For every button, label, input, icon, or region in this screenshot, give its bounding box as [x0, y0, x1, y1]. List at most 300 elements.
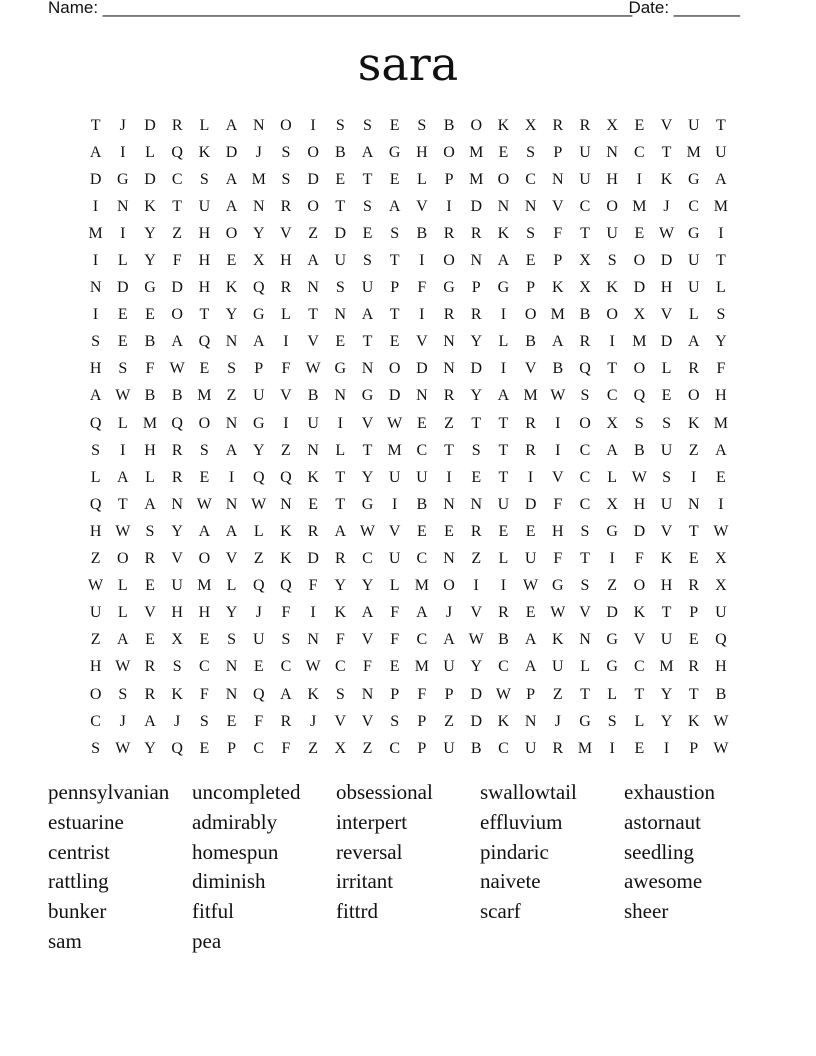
grid-cell[interactable]: W [251, 495, 267, 513]
grid-cell[interactable]: Z [688, 441, 699, 459]
grid-cell[interactable]: O [443, 252, 455, 270]
grid-cell[interactable]: C [90, 712, 101, 730]
grid-cell[interactable]: Z [362, 739, 373, 757]
grid-cell[interactable]: J [445, 604, 453, 622]
grid-cell[interactable]: M [251, 170, 266, 188]
grid-cell[interactable]: G [117, 170, 129, 188]
grid-cell[interactable]: L [716, 279, 726, 297]
grid-cell[interactable]: I [391, 495, 398, 513]
grid-cell[interactable]: E [416, 414, 427, 432]
grid-cell[interactable]: X [606, 495, 618, 513]
grid-cell[interactable]: O [470, 116, 482, 134]
grid-cell[interactable]: T [117, 495, 128, 513]
grid-cell[interactable]: N [579, 631, 591, 649]
date-field[interactable]: Date: _______ [628, 0, 740, 17]
grid-cell[interactable]: K [687, 414, 700, 432]
grid-cell[interactable]: C [634, 143, 645, 161]
grid-cell[interactable]: H [144, 441, 156, 459]
grid-cell[interactable]: Z [90, 550, 101, 568]
grid-cell[interactable]: U [334, 252, 347, 270]
grid-cell[interactable]: E [688, 550, 699, 568]
grid-cell[interactable]: U [715, 604, 727, 622]
grid-cell[interactable]: P [390, 279, 400, 297]
grid-cell[interactable]: M [414, 577, 429, 595]
grid-cell[interactable]: I [555, 414, 561, 432]
grid-cell[interactable]: O [198, 550, 211, 568]
grid-cell[interactable]: L [117, 414, 128, 432]
grid-cell[interactable]: E [117, 333, 128, 351]
grid-cell[interactable]: T [716, 116, 726, 134]
grid-cell[interactable]: G [361, 495, 374, 513]
grid-cell[interactable]: L [498, 550, 509, 568]
grid-cell[interactable]: A [715, 170, 727, 188]
grid-cell[interactable]: T [661, 143, 672, 161]
grid-cell[interactable]: S [390, 224, 400, 242]
grid-cell[interactable]: Q [579, 360, 591, 378]
grid-cell[interactable]: I [337, 414, 343, 432]
grid-cell[interactable]: W [387, 414, 403, 432]
grid-cell[interactable]: G [252, 306, 265, 324]
grid-cell[interactable]: S [662, 468, 671, 486]
grid-cell[interactable]: S [118, 685, 128, 703]
grid-cell[interactable]: J [663, 197, 670, 215]
grid-cell[interactable]: L [498, 333, 509, 351]
grid-cell[interactable]: S [607, 252, 617, 270]
grid-cell[interactable]: W [468, 631, 484, 649]
grid-cell[interactable]: K [171, 685, 183, 703]
grid-cell[interactable]: C [634, 658, 645, 676]
grid-cell[interactable]: V [144, 604, 156, 622]
grid-cell[interactable]: L [117, 252, 128, 270]
grid-cell[interactable]: I [419, 306, 425, 324]
grid-cell[interactable]: H [660, 577, 673, 595]
grid-cell[interactable]: N [443, 550, 455, 568]
grid-cell[interactable]: K [280, 522, 292, 540]
grid-cell[interactable]: I [310, 116, 316, 134]
grid-cell[interactable]: U [524, 550, 537, 568]
grid-cell[interactable]: E [471, 468, 482, 486]
grid-cell[interactable]: T [335, 495, 346, 513]
grid-cell[interactable]: T [90, 116, 101, 134]
grid-cell[interactable]: G [687, 224, 700, 242]
grid-cell[interactable]: T [716, 252, 726, 270]
grid-cell[interactable]: F [145, 360, 155, 378]
grid-cell[interactable]: U [606, 224, 618, 242]
grid-cell[interactable]: H [715, 387, 727, 405]
grid-cell[interactable]: X [524, 116, 537, 134]
grid-cell[interactable]: Z [172, 224, 183, 242]
grid-cell[interactable]: F [553, 550, 563, 568]
grid-cell[interactable]: S [526, 224, 536, 242]
grid-cell[interactable]: F [281, 604, 291, 622]
grid-cell[interactable]: D [388, 387, 401, 405]
grid-cell[interactable]: H [198, 252, 211, 270]
grid-cell[interactable]: G [579, 712, 591, 730]
grid-cell[interactable]: V [552, 468, 564, 486]
grid-cell[interactable]: R [144, 658, 156, 676]
grid-cell[interactable]: L [145, 143, 155, 161]
grid-cell[interactable]: D [606, 604, 618, 622]
grid-cell[interactable]: G [334, 360, 347, 378]
grid-cell[interactable]: N [361, 360, 374, 378]
grid-cell[interactable]: S [199, 712, 209, 730]
grid-cell[interactable]: Z [444, 414, 454, 432]
grid-cell[interactable]: W [523, 577, 539, 595]
grid-cell[interactable]: Q [252, 279, 265, 297]
grid-cell[interactable]: X [633, 306, 646, 324]
grid-cell[interactable]: L [607, 468, 618, 486]
grid-cell[interactable]: U [307, 414, 319, 432]
grid-cell[interactable]: Y [660, 685, 673, 703]
grid-cell[interactable]: R [552, 116, 564, 134]
grid-cell[interactable]: E [389, 170, 400, 188]
grid-cell[interactable]: H [198, 224, 211, 242]
grid-cell[interactable]: S [91, 333, 101, 351]
grid-cell[interactable]: M [142, 414, 158, 432]
grid-cell[interactable]: D [307, 170, 319, 188]
grid-cell[interactable]: F [281, 739, 291, 757]
grid-cell[interactable]: O [524, 306, 537, 324]
grid-cell[interactable]: T [362, 170, 373, 188]
grid-cell[interactable]: N [307, 279, 319, 297]
grid-cell[interactable]: U [198, 197, 211, 215]
grid-cell[interactable]: W [88, 577, 104, 595]
grid-cell[interactable]: N [552, 170, 564, 188]
grid-cell[interactable]: Y [225, 604, 238, 622]
grid-cell[interactable]: T [444, 441, 454, 459]
grid-cell[interactable]: B [334, 143, 346, 161]
grid-cell[interactable]: U [388, 550, 401, 568]
grid-cell[interactable]: H [606, 170, 618, 188]
grid-cell[interactable]: B [416, 224, 428, 242]
grid-cell[interactable]: R [443, 224, 455, 242]
grid-cell[interactable]: L [607, 685, 618, 703]
grid-cell[interactable]: E [416, 522, 427, 540]
grid-cell[interactable]: W [196, 495, 212, 513]
grid-cell[interactable]: Z [90, 631, 101, 649]
grid-cell[interactable]: K [687, 712, 700, 730]
grid-cell[interactable]: N [117, 197, 129, 215]
grid-cell[interactable]: Z [226, 387, 237, 405]
grid-cell[interactable]: H [660, 279, 673, 297]
grid-cell[interactable]: N [443, 360, 455, 378]
grid-cell[interactable]: A [443, 631, 455, 649]
grid-cell[interactable]: B [416, 495, 428, 513]
grid-cell[interactable]: N [497, 197, 510, 215]
grid-cell[interactable]: A [388, 197, 401, 215]
grid-cell[interactable]: V [307, 333, 319, 351]
grid-cell[interactable]: H [171, 604, 183, 622]
grid-cell[interactable]: P [526, 279, 536, 297]
grid-cell[interactable]: H [416, 143, 428, 161]
grid-cell[interactable]: T [389, 306, 400, 324]
grid-cell[interactable]: Z [471, 550, 482, 568]
grid-cell[interactable]: K [225, 279, 238, 297]
grid-cell[interactable]: T [634, 685, 645, 703]
grid-cell[interactable]: U [687, 279, 700, 297]
grid-cell[interactable]: A [144, 712, 156, 730]
grid-cell[interactable]: D [470, 360, 482, 378]
grid-cell[interactable]: C [362, 550, 373, 568]
grid-cell[interactable]: P [390, 685, 400, 703]
grid-cell[interactable]: C [579, 495, 591, 513]
grid-cell[interactable]: D [171, 279, 183, 297]
grid-cell[interactable]: U [416, 468, 428, 486]
grid-cell[interactable]: P [553, 252, 563, 270]
grid-cell[interactable]: I [718, 224, 724, 242]
grid-cell[interactable]: R [171, 116, 183, 134]
grid-cell[interactable]: Y [252, 441, 265, 459]
grid-cell[interactable]: E [362, 224, 373, 242]
grid-cell[interactable]: W [359, 522, 376, 540]
grid-cell[interactable]: U [579, 143, 591, 161]
grid-cell[interactable]: D [144, 170, 156, 188]
grid-cell[interactable]: A [225, 116, 238, 134]
grid-cell[interactable]: Q [252, 577, 265, 595]
grid-cell[interactable]: S [471, 441, 481, 459]
grid-cell[interactable]: A [280, 685, 292, 703]
grid-cell[interactable]: Q [715, 631, 727, 649]
grid-cell[interactable]: Q [633, 387, 646, 405]
grid-cell[interactable]: E [145, 306, 155, 324]
grid-cell[interactable]: D [225, 143, 238, 161]
grid-cell[interactable]: U [687, 116, 700, 134]
grid-cell[interactable]: R [470, 522, 482, 540]
grid-cell[interactable]: Z [552, 685, 563, 703]
grid-cell[interactable]: W [495, 685, 511, 703]
grid-cell[interactable]: K [198, 143, 211, 161]
grid-cell[interactable]: A [524, 631, 537, 649]
grid-cell[interactable]: U [252, 387, 265, 405]
grid-cell[interactable]: Q [280, 577, 292, 595]
grid-cell[interactable]: C [579, 197, 591, 215]
grid-cell[interactable]: H [633, 495, 646, 513]
grid-cell[interactable]: M [713, 197, 729, 215]
grid-cell[interactable]: B [498, 631, 509, 649]
grid-cell[interactable]: E [308, 495, 318, 513]
grid-cell[interactable]: L [199, 116, 210, 134]
grid-cell[interactable]: W [115, 658, 131, 676]
grid-cell[interactable]: N [225, 333, 238, 351]
grid-cell[interactable]: X [606, 414, 618, 432]
grid-cell[interactable]: E [444, 522, 454, 540]
grid-cell[interactable]: E [525, 252, 536, 270]
grid-cell[interactable]: U [715, 143, 727, 161]
grid-cell[interactable]: O [443, 143, 455, 161]
grid-cell[interactable]: J [554, 712, 561, 730]
grid-cell[interactable]: E [389, 333, 400, 351]
grid-cell[interactable]: A [361, 143, 374, 161]
grid-cell[interactable]: L [688, 306, 699, 324]
grid-cell[interactable]: W [713, 739, 729, 757]
grid-cell[interactable]: C [416, 550, 428, 568]
grid-cell[interactable]: U [660, 441, 673, 459]
grid-cell[interactable]: M [387, 441, 402, 459]
grid-cell[interactable]: J [255, 604, 262, 622]
grid-cell[interactable]: R [688, 577, 700, 595]
grid-cell[interactable]: I [92, 197, 99, 215]
grid-cell[interactable]: N [225, 414, 238, 432]
grid-cell[interactable]: G [361, 387, 374, 405]
grid-cell[interactable]: S [199, 441, 209, 459]
grid-cell[interactable]: Z [308, 739, 318, 757]
grid-cell[interactable]: M [414, 658, 429, 676]
grid-cell[interactable]: O [443, 577, 455, 595]
grid-cell[interactable]: N [416, 387, 428, 405]
grid-cell[interactable]: F [417, 685, 427, 703]
grid-cell[interactable]: N [280, 495, 292, 513]
grid-cell[interactable]: X [715, 577, 727, 595]
grid-cell[interactable]: F [199, 685, 209, 703]
grid-cell[interactable]: A [497, 387, 510, 405]
grid-cell[interactable]: N [225, 495, 238, 513]
grid-cell[interactable]: G [388, 143, 401, 161]
grid-cell[interactable]: I [283, 414, 289, 432]
grid-cell[interactable]: Q [171, 414, 183, 432]
grid-cell[interactable]: F [634, 550, 644, 568]
grid-cell[interactable]: Q [171, 739, 183, 757]
grid-cell[interactable]: X [171, 631, 183, 649]
grid-cell[interactable]: T [362, 441, 373, 459]
grid-cell[interactable]: E [389, 116, 400, 134]
grid-cell[interactable]: S [662, 414, 671, 432]
grid-cell[interactable]: X [579, 252, 591, 270]
grid-cell[interactable]: K [606, 279, 618, 297]
grid-cell[interactable]: S [281, 170, 291, 188]
grid-cell[interactable]: E [145, 577, 155, 595]
grid-cell[interactable]: N [334, 387, 347, 405]
grid-cell[interactable]: F [390, 604, 400, 622]
grid-cell[interactable]: I [92, 252, 99, 270]
name-field[interactable]: Name: ________________________________________________________ [48, 0, 633, 17]
grid-cell[interactable]: C [525, 170, 536, 188]
grid-cell[interactable]: R [498, 604, 509, 622]
grid-cell[interactable]: C [498, 739, 509, 757]
grid-cell[interactable]: N [171, 495, 183, 513]
grid-cell[interactable]: F [390, 631, 400, 649]
grid-cell[interactable]: Y [361, 468, 374, 486]
grid-cell[interactable]: P [526, 685, 536, 703]
grid-cell[interactable]: F [172, 252, 182, 270]
grid-cell[interactable]: A [144, 495, 156, 513]
grid-cell[interactable]: S [363, 197, 372, 215]
grid-cell[interactable]: O [307, 143, 319, 161]
grid-cell[interactable]: F [553, 495, 563, 513]
grid-cell[interactable]: W [658, 224, 675, 242]
grid-cell[interactable]: J [255, 143, 262, 161]
grid-cell[interactable]: H [198, 604, 211, 622]
grid-cell[interactable]: C [579, 468, 591, 486]
grid-cell[interactable]: G [252, 414, 265, 432]
grid-cell[interactable]: C [688, 197, 700, 215]
grid-cell[interactable]: K [497, 116, 510, 134]
grid-cell[interactable]: Q [171, 143, 183, 161]
grid-cell[interactable]: F [254, 712, 264, 730]
grid-cell[interactable]: O [225, 224, 238, 242]
grid-cell[interactable]: I [636, 170, 642, 188]
grid-cell[interactable]: T [580, 550, 590, 568]
grid-cell[interactable]: R [171, 468, 183, 486]
grid-cell[interactable]: T [498, 441, 509, 459]
grid-cell[interactable]: H [89, 360, 102, 378]
grid-cell[interactable]: M [469, 170, 484, 188]
grid-cell[interactable]: V [225, 550, 238, 568]
grid-cell[interactable]: T [688, 685, 699, 703]
grid-cell[interactable]: I [419, 252, 425, 270]
grid-cell[interactable]: A [361, 306, 374, 324]
grid-cell[interactable]: N [361, 685, 374, 703]
grid-cell[interactable]: B [715, 685, 727, 703]
grid-cell[interactable]: E [525, 522, 536, 540]
grid-cell[interactable]: U [660, 495, 673, 513]
grid-cell[interactable]: Q [252, 468, 265, 486]
grid-cell[interactable]: P [417, 712, 427, 730]
grid-cell[interactable]: P [444, 170, 454, 188]
grid-cell[interactable]: Z [253, 550, 264, 568]
grid-cell[interactable]: X [715, 550, 727, 568]
grid-cell[interactable]: G [497, 279, 510, 297]
grid-cell[interactable]: D [660, 252, 673, 270]
grid-cell[interactable]: A [715, 441, 727, 459]
grid-cell[interactable]: Y [144, 224, 156, 242]
grid-cell[interactable]: D [470, 712, 482, 730]
grid-cell[interactable]: G [606, 522, 618, 540]
grid-cell[interactable]: L [634, 712, 645, 730]
grid-cell[interactable]: D [470, 197, 482, 215]
grid-cell[interactable]: R [307, 522, 319, 540]
grid-cell[interactable]: M [88, 224, 103, 242]
grid-cell[interactable]: N [443, 495, 455, 513]
grid-cell[interactable]: J [174, 712, 181, 730]
grid-cell[interactable]: H [89, 522, 102, 540]
grid-cell[interactable]: X [334, 739, 347, 757]
grid-cell[interactable]: A [334, 522, 347, 540]
grid-cell[interactable]: Q [198, 333, 211, 351]
grid-cell[interactable]: W [115, 739, 131, 757]
grid-cell[interactable]: T [607, 360, 618, 378]
grid-cell[interactable]: U [388, 468, 401, 486]
grid-cell[interactable]: B [470, 739, 482, 757]
grid-cell[interactable]: D [633, 279, 646, 297]
grid-cell[interactable]: S [227, 360, 236, 378]
grid-cell[interactable]: F [716, 360, 726, 378]
grid-cell[interactable]: E [634, 116, 645, 134]
grid-cell[interactable]: U [687, 252, 700, 270]
grid-cell[interactable]: T [498, 414, 509, 432]
grid-cell[interactable]: N [606, 143, 618, 161]
grid-cell[interactable]: N [524, 712, 537, 730]
grid-cell[interactable]: S [281, 631, 291, 649]
grid-cell[interactable]: E [226, 252, 237, 270]
grid-cell[interactable]: U [252, 631, 265, 649]
grid-cell[interactable]: S [580, 577, 590, 595]
grid-cell[interactable]: T [172, 197, 183, 215]
grid-cell[interactable]: A [225, 170, 238, 188]
grid-cell[interactable]: F [363, 658, 372, 676]
grid-cell[interactable]: S [145, 522, 155, 540]
grid-cell[interactable]: I [555, 441, 561, 459]
grid-cell[interactable]: J [119, 712, 126, 730]
grid-cell[interactable]: H [715, 658, 727, 676]
grid-cell[interactable]: C [199, 658, 210, 676]
grid-cell[interactable]: W [631, 468, 647, 486]
grid-cell[interactable]: Z [308, 224, 318, 242]
grid-cell[interactable]: I [609, 333, 615, 351]
grid-cell[interactable]: A [524, 658, 537, 676]
grid-cell[interactable]: N [307, 631, 319, 649]
grid-cell[interactable]: P [553, 143, 563, 161]
grid-cell[interactable]: D [89, 170, 102, 188]
